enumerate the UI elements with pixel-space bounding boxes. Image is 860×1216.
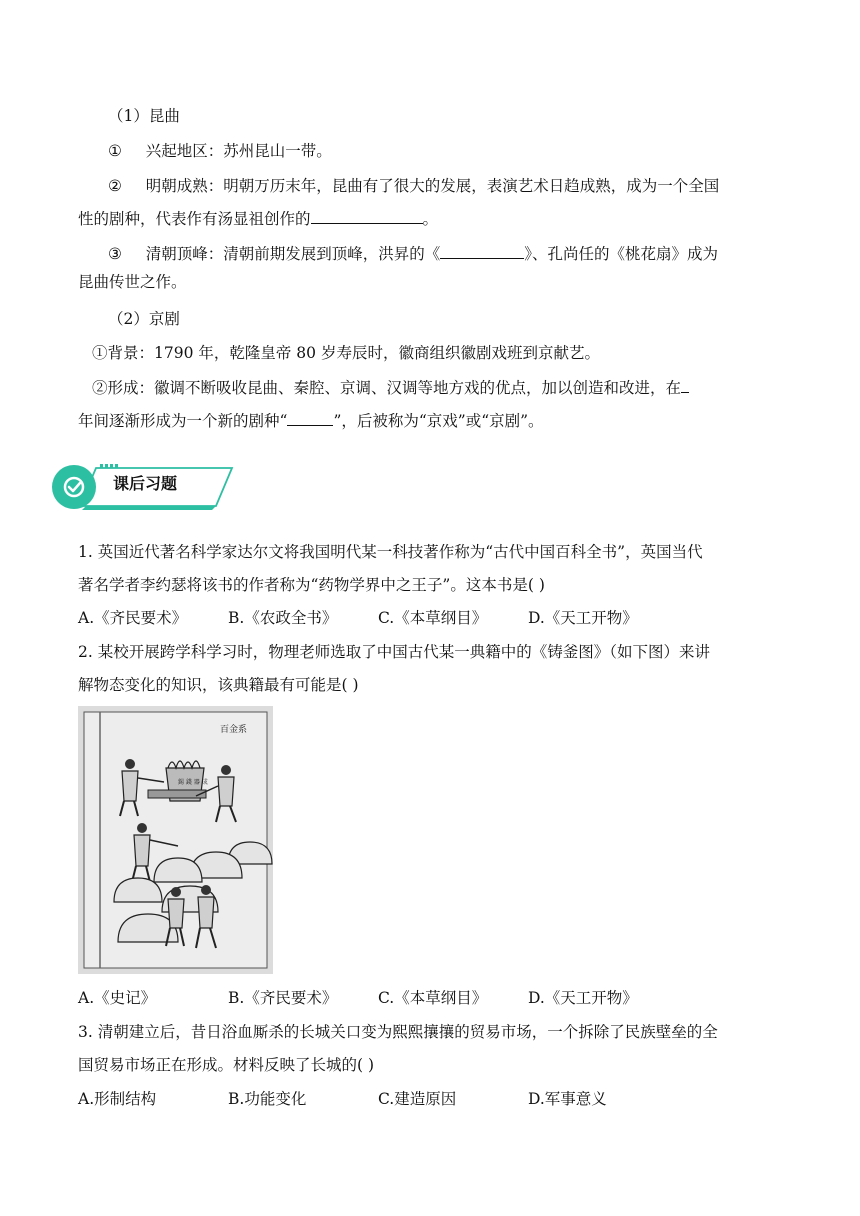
jingju-background: ①背景：1790 年，乾隆皇帝 80 岁寿辰时，徽商组织徽剧戏班到京献艺。 bbox=[92, 344, 600, 362]
option-b[interactable]: B.《农政全书》 bbox=[228, 609, 338, 627]
option-b[interactable]: B.功能变化 bbox=[228, 1090, 307, 1108]
question-1-line-1: 1. 英国近代著名科学家达尔文将我国明代某一科技著作称为“古代中国百科全书”，英国当代 bbox=[78, 543, 703, 561]
fill-blank[interactable] bbox=[681, 376, 689, 393]
point-text: 兴起地区：苏州昆山一带。 bbox=[145, 142, 332, 160]
figure-inscription: 錫 錢 器 成 bbox=[178, 779, 208, 786]
section-title: 课后习题 bbox=[113, 474, 178, 493]
question-1-line-2: 著名学者李约瑟将该书的作者称为“药物学界中之王子”。这本书是( ) bbox=[78, 576, 545, 594]
option-d[interactable]: D.军事意义 bbox=[528, 1090, 607, 1108]
kunqu-heading: （1）昆曲 bbox=[108, 107, 180, 125]
point-text: 》、孔尚任的《桃花扇》成为 bbox=[524, 245, 719, 263]
kunqu-point-2 bbox=[108, 176, 719, 196]
figure-caption: 百金系 bbox=[220, 725, 248, 735]
question-3-line-1: 3. 清朝建立后，昔日浴血厮杀的长城关口变为熙熙攘攘的贸易市场，一个拆除了民族壁垒的全 bbox=[78, 1023, 718, 1041]
point-text: ②形成：徽调不断吸收昆曲、秦腔、京调、汉调等地方戏的优点，加以创造和改进，在 bbox=[92, 379, 682, 397]
jingju-formation bbox=[92, 376, 689, 398]
kunqu-point-3-cont: 昆曲传世之作。 bbox=[78, 273, 187, 291]
option-c[interactable]: C.建造原因 bbox=[378, 1090, 457, 1108]
jingju-formation-cont bbox=[78, 409, 544, 431]
question-3-line-2: 国贸易市场正在形成。材料反映了长城的( ) bbox=[78, 1056, 375, 1074]
point-text: 性的剧种，代表作有汤显祖创作的 bbox=[78, 210, 311, 228]
point-text: 明朝成熟：明朝万历末年，昆曲有了很大的发展，表演艺术日趋成熟，成为一个全国 bbox=[145, 177, 720, 195]
kunqu-point-3 bbox=[108, 242, 718, 264]
option-b[interactable]: B.《齐民要术》 bbox=[228, 989, 338, 1007]
point-number: ① bbox=[108, 142, 122, 160]
option-c[interactable]: C.《本草纲目》 bbox=[378, 989, 488, 1007]
kunqu-point-1 bbox=[108, 141, 332, 161]
point-text: ”，后被称为“京戏”或“京剧”。 bbox=[333, 412, 544, 430]
option-c[interactable]: C.《本草纲目》 bbox=[378, 609, 488, 627]
fill-blank[interactable] bbox=[287, 409, 333, 426]
jingju-heading: （2）京剧 bbox=[108, 310, 180, 328]
option-d[interactable]: D.《天工开物》 bbox=[528, 989, 638, 1007]
option-a[interactable]: A.《史记》 bbox=[78, 989, 157, 1007]
question-2-line-1: 2. 某校开展跨学科学习时，物理老师选取了中国古代某一典籍中的《铸釜图》（如下图）来讲 bbox=[78, 643, 710, 661]
question-2-line-2: 解物态变化的知识，该典籍最有可能是( ) bbox=[78, 676, 359, 694]
option-d[interactable]: D.《天工开物》 bbox=[528, 609, 638, 627]
casting-cauldron-illustration bbox=[78, 706, 273, 974]
kunqu-point-2-cont bbox=[78, 207, 438, 229]
point-text: 年间逐渐形成为一个新的剧种“ bbox=[78, 412, 288, 430]
point-number: ③ bbox=[108, 245, 122, 263]
option-a[interactable]: A.形制结构 bbox=[78, 1090, 157, 1108]
option-a[interactable]: A.《齐民要术》 bbox=[78, 609, 188, 627]
point-number: ② bbox=[108, 177, 122, 195]
fill-blank[interactable] bbox=[311, 207, 423, 224]
punct: 。 bbox=[422, 210, 439, 228]
point-text: 清朝顶峰：清朝前期发展到顶峰，洪昇的《 bbox=[145, 245, 441, 263]
fill-blank[interactable] bbox=[440, 242, 524, 259]
check-circle-icon bbox=[52, 465, 96, 509]
